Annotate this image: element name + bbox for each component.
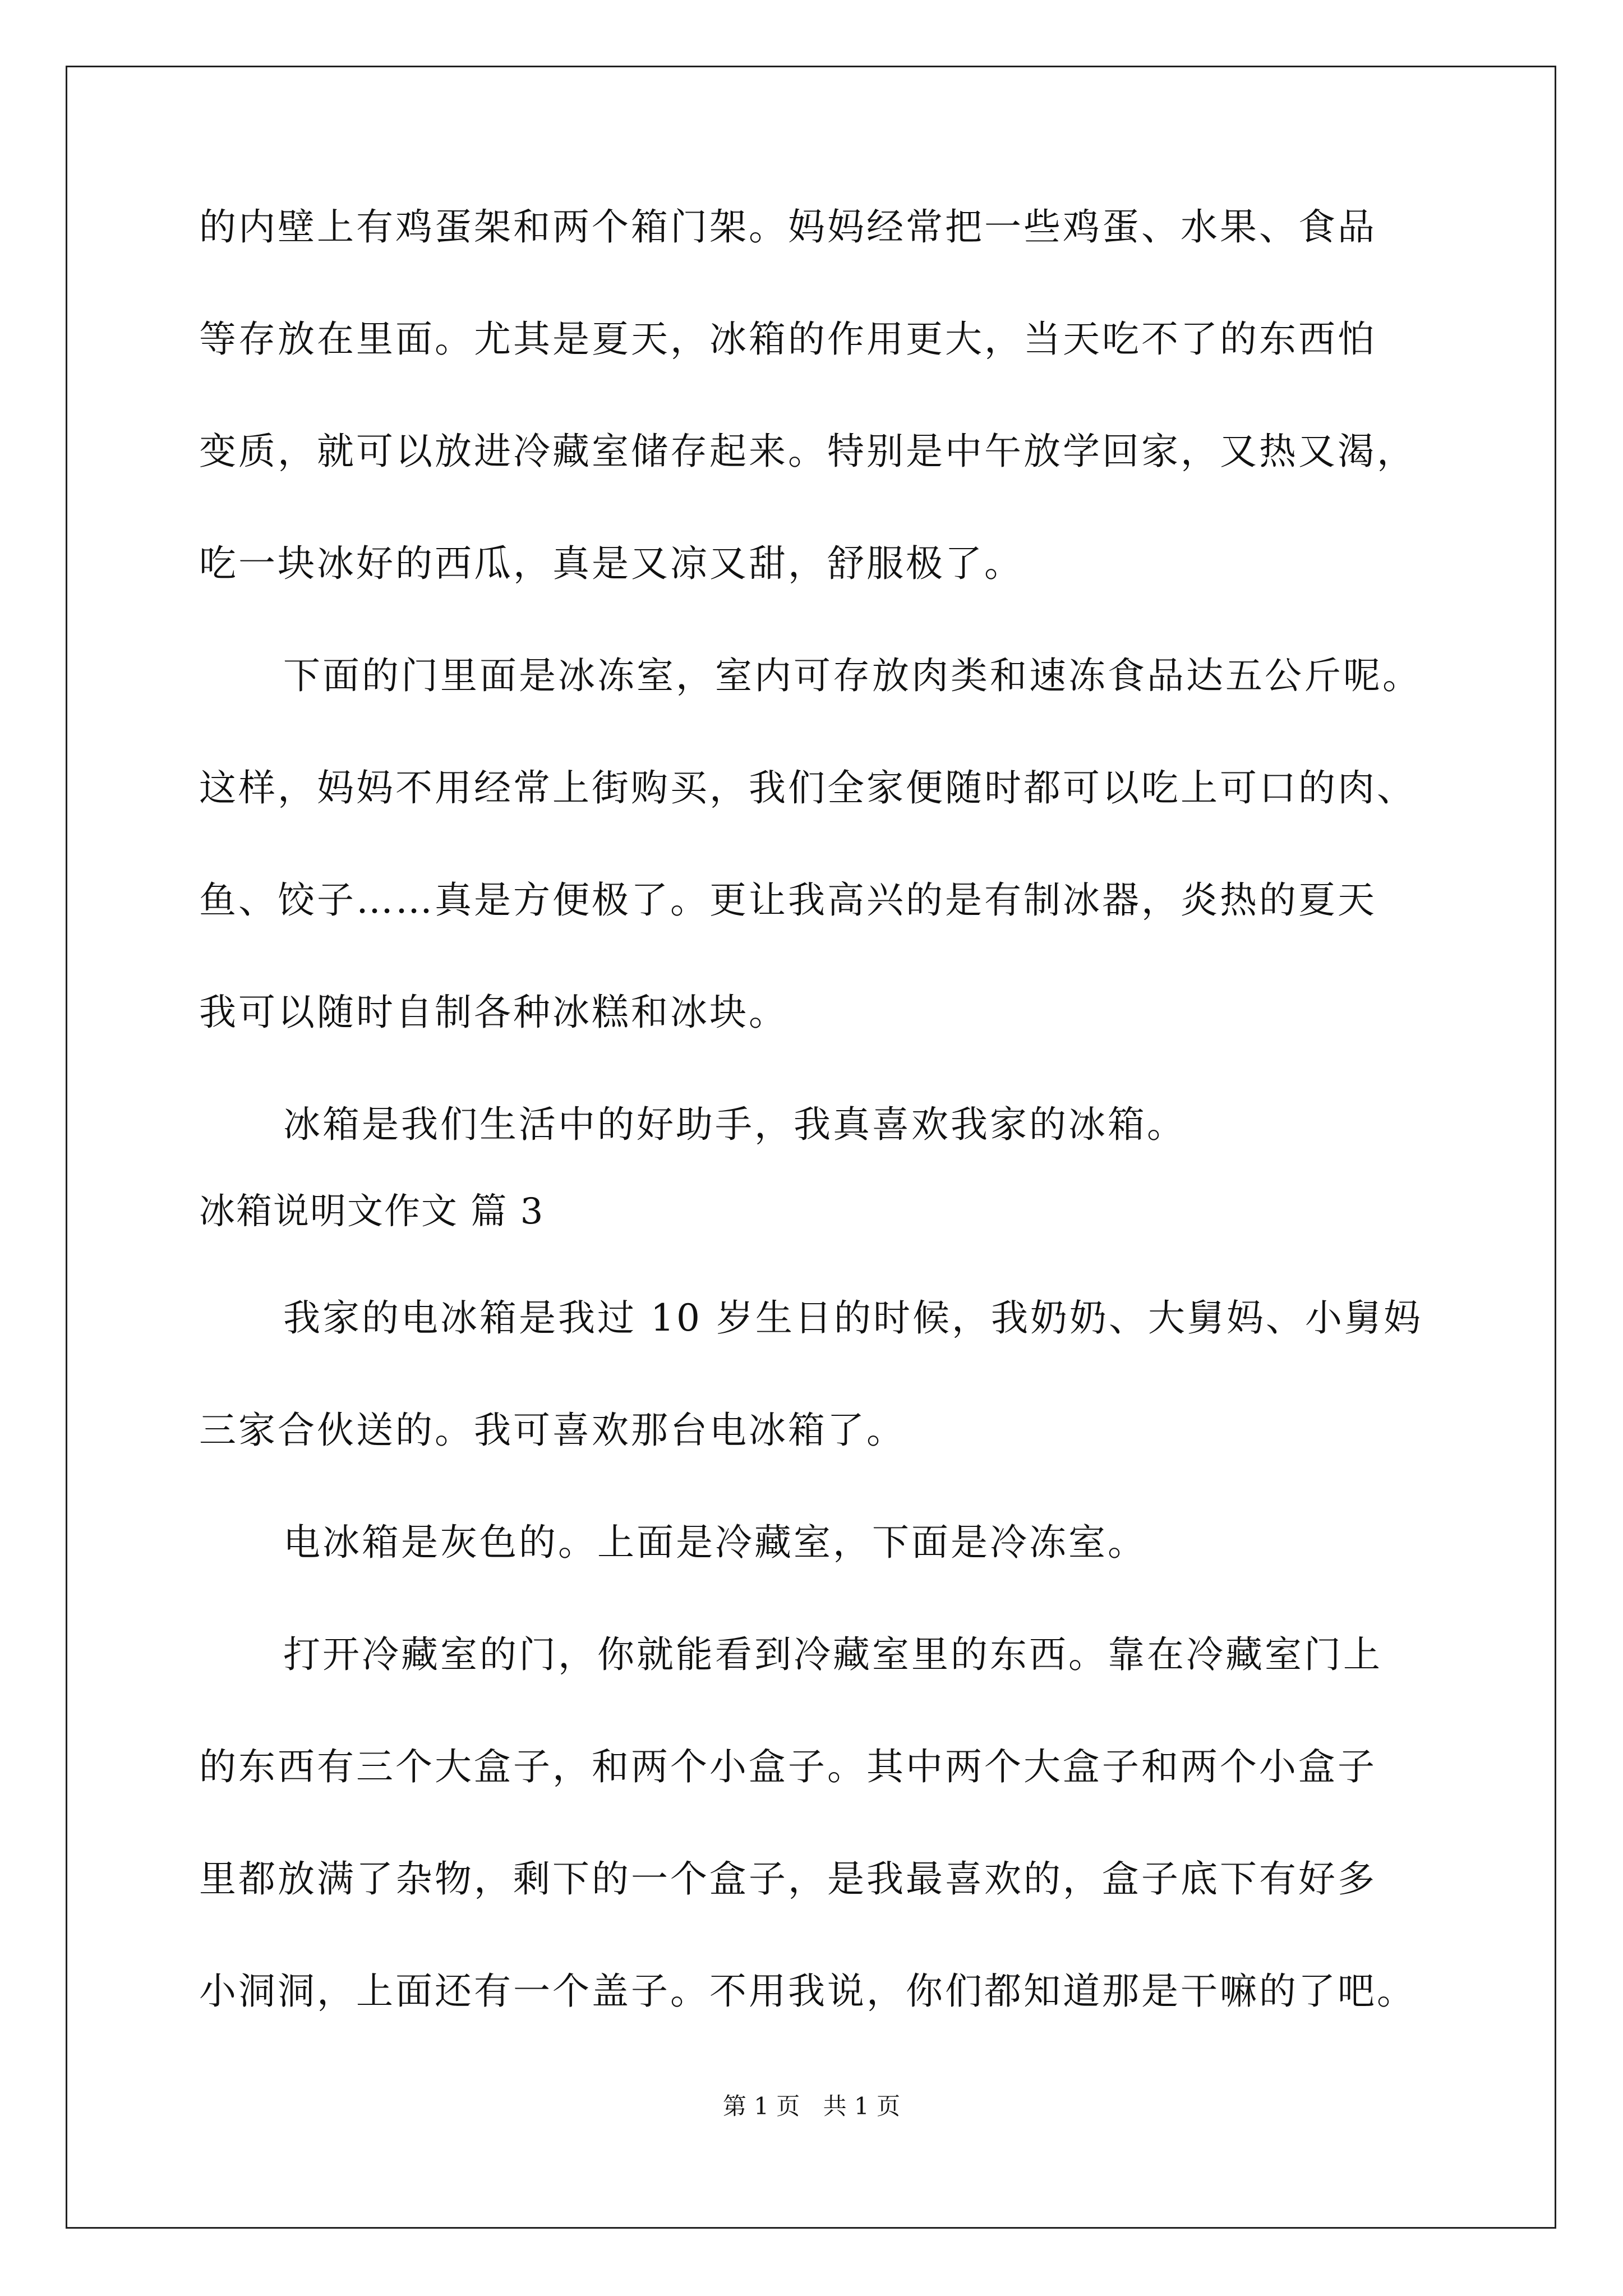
text-line: 这样，妈妈不用经常上街购买，我们全家便随时都可以吃上可口的肉、 — [199, 766, 1416, 809]
page-number: 第 1 页 — [722, 2092, 800, 2120]
text-line: 的内壁上有鸡蛋架和两个箱门架。妈妈经常把一些鸡蛋、水果、食品 — [199, 205, 1377, 249]
text-line: 下面的门里面是冰冻室，室内可存放肉类和速冻食品达五公斤呢。 — [283, 654, 1422, 697]
text-line: 我可以随时自制各种冰糕和冰块。 — [199, 991, 788, 1034]
text-line: 里都放满了杂物，剩下的一个盒子，是我最喜欢的，盒子底下有好多 — [199, 1857, 1377, 1901]
section-heading: 冰箱说明文作文 篇 3 — [199, 1191, 545, 1232]
page-total: 共 1 页 — [823, 2092, 901, 2120]
text-line: 电冰箱是灰色的。上面是冷藏室，下面是冷冻室。 — [283, 1521, 1147, 1564]
text-line: 小洞洞，上面还有一个盖子。不用我说，你们都知道那是干嘛的了吧。 — [199, 1970, 1416, 2013]
text-line: 等存放在里面。尤其是夏天，冰箱的作用更大，当天吃不了的东西怕 — [199, 318, 1377, 361]
text-line: 冰箱是我们生活中的好助手，我真喜欢我家的冰箱。 — [283, 1103, 1186, 1146]
text-line: 变质，就可以放进冷藏室储存起来。特别是中午放学回家，又热又渴， — [199, 430, 1416, 473]
text-line: 吃一块冰好的西瓜，真是又凉又甜，舒服极了。 — [199, 542, 1023, 585]
text-line: 的东西有三个大盒子，和两个小盒子。其中两个大盒子和两个小盒子 — [199, 1745, 1377, 1788]
text-line: 三家合伙送的。我可喜欢那台电冰箱了。 — [199, 1409, 906, 1452]
text-line: 鱼、饺子……真是方便极了。更让我高兴的是有制冰器，炎热的夏天 — [199, 878, 1377, 922]
text-line: 打开冷藏室的门，你就能看到冷藏室里的东西。靠在冷藏室门上 — [283, 1633, 1382, 1676]
page-footer — [0, 2092, 1623, 2120]
text-line: 我家的电冰箱是我过 10 岁生日的时候，我奶奶、大舅妈、小舅妈 — [283, 1296, 1423, 1340]
